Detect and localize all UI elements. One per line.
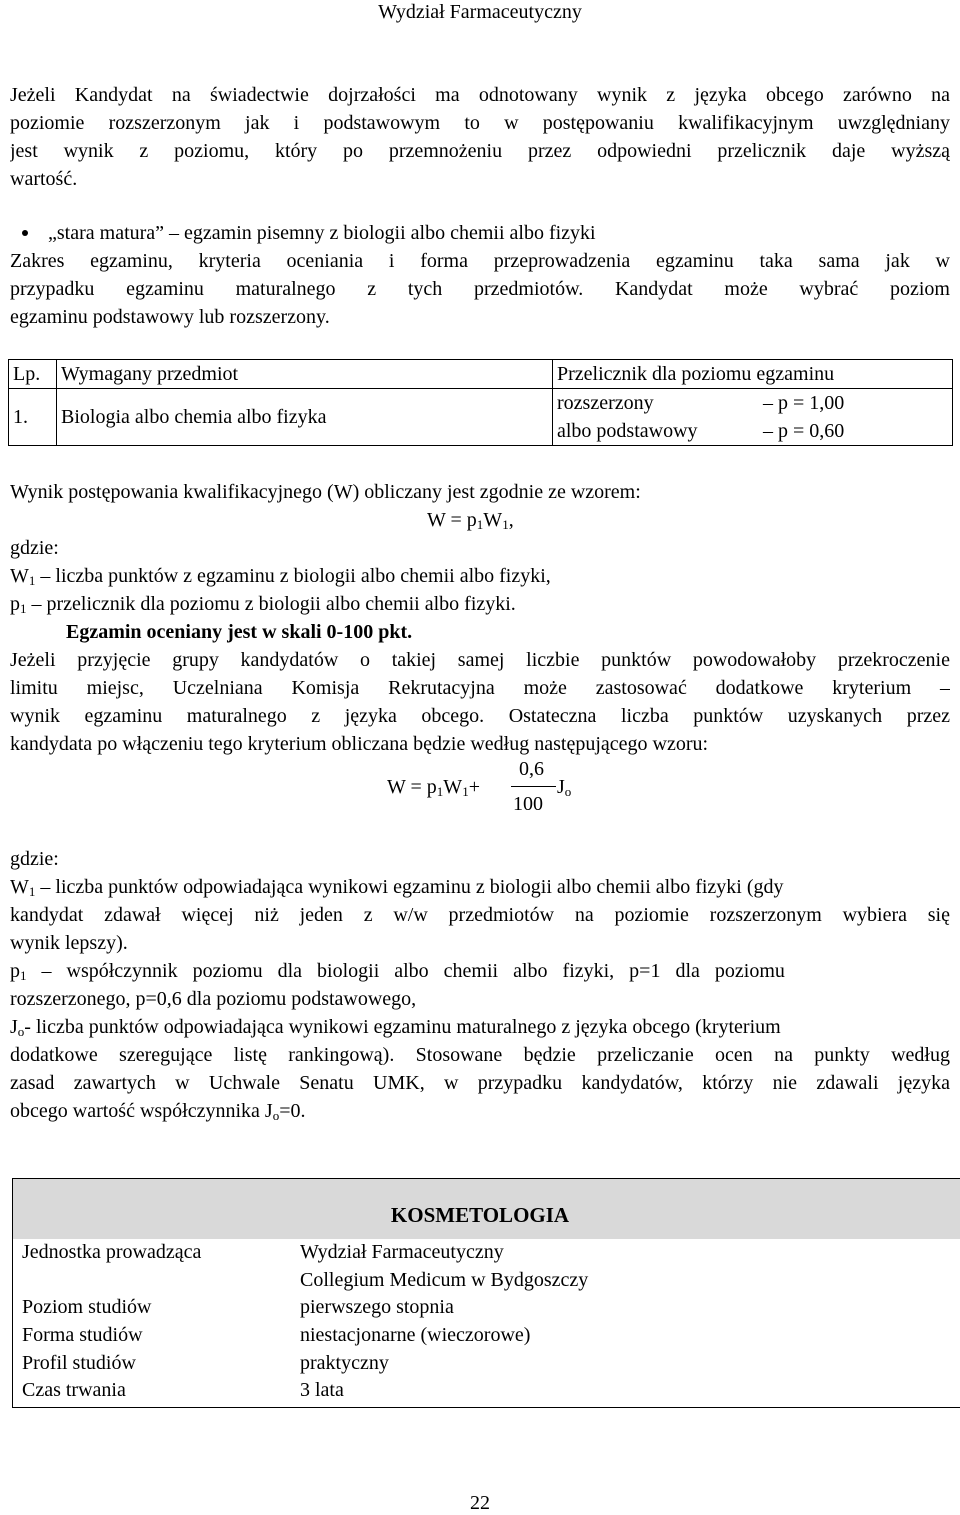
definition-line: rozszerzonego, p=0,6 dla poziomu podstawowego,	[10, 988, 417, 1010]
definition-line: zasad zawartych w Uchwale Senatu UMK, w przypadku kandydatów, którzy nie zdawali języka	[10, 1072, 950, 1094]
definition-line	[10, 1013, 950, 1041]
bullet-icon	[22, 230, 28, 236]
info-value: praktyczny	[300, 1352, 389, 1374]
definition-text: – współczynnik poziomu dla biologii albo chemii albo fizyki, p=1 dla poziomu	[26, 960, 785, 982]
info-label: Forma studiów	[22, 1324, 143, 1346]
requirements-table	[8, 359, 953, 446]
formula-sub: 1	[436, 784, 444, 799]
page-header: Wydział Farmaceutyczny	[378, 1, 582, 23]
intro-line: poziomie rozszerzonym jak i podstawowym to w postępowaniu kwalifikacyjnym uwzględniany	[10, 112, 950, 134]
formula-intro: Wynik postępowania kwalifikacyjnego (W) obliczany jest zgodnie ze wzorem:	[10, 481, 641, 503]
formula2-j	[557, 773, 571, 806]
row-levels	[553, 389, 953, 446]
info-value: Collegium Medicum w Bydgoszczy	[300, 1269, 589, 1291]
header-subject: Wymagany przedmiot	[57, 360, 553, 389]
info-value: Wydział Farmaceutyczny	[300, 1241, 504, 1263]
level-basic	[557, 417, 948, 445]
gdzie-label-2: gdzie:	[10, 848, 59, 870]
definition-text: – liczba punktów z egzaminu z biologii albo chemii albo fizyki,	[35, 565, 551, 587]
limit-paragraph	[10, 646, 950, 758]
header-multiplier: Przelicznik dla poziomu egzaminu	[553, 360, 953, 389]
formula-part: W	[443, 776, 463, 798]
w1-definition-block	[10, 873, 950, 957]
definition-text: - liczba punktów odpowiadająca wynikowi egzaminu maturalnego z języka obcego (kryterium	[24, 1016, 781, 1038]
level-name: albo podstawowy	[557, 420, 698, 442]
stara-matura-description	[10, 247, 950, 331]
stara-matura-title: „stara matura” – egzamin pisemny z biologii albo chemii albo fizyki	[48, 222, 596, 244]
definition-line: wynik lepszy).	[10, 932, 128, 954]
definition-line: kandydat zdawał więcej niż jeden z w/w przedmiotów na poziomie rozszerzonym wybiera się	[10, 904, 950, 926]
table-row	[9, 389, 953, 446]
info-label: Poziom studiów	[22, 1296, 152, 1318]
limit-line: wynik egzaminu maturalnego z języka obcego. Ostateczna liczba punktów uzyskanych przez	[10, 705, 950, 727]
info-value: pierwszego stopnia	[300, 1296, 454, 1318]
stara-matura-line: przypadku egzaminu maturalnego z tych przedmiotów. Kandydat może wybrać poziom	[10, 278, 950, 300]
formula2-lhs	[387, 773, 480, 806]
limit-line: Jeżeli przyjęcie grupy kandydatów o takiej samej liczbie punktów powodowałoby przekroczenie	[10, 649, 950, 671]
formula-part: J	[557, 776, 565, 798]
symbol-sub: 1	[20, 968, 27, 983]
symbol: J	[10, 1016, 18, 1038]
level-extended	[557, 389, 948, 417]
table-header-row	[9, 360, 953, 389]
level-value: – p = 0,60	[763, 420, 845, 442]
info-value: 3 lata	[300, 1379, 344, 1401]
limit-line: limitu miejsc, Uczelniana Komisja Rekrutacyjna może zastosować dodatkowe kryterium –	[10, 677, 950, 699]
p1-definition-block	[10, 957, 950, 1013]
intro-line: wartość.	[10, 168, 78, 190]
symbol: W	[10, 876, 29, 898]
formula-part: W	[483, 509, 503, 531]
intro-line: jest wynik z poziomu, który po przemnożeniu przez odpowiedni przelicznik daje wyższą	[10, 140, 950, 162]
scale-note: Egzamin oceniany jest w skali 0-100 pkt.	[66, 621, 413, 643]
intro-line: Jeżeli Kandydat na świadectwie dojrzałości ma odnotowany wynik z języka obcego zarówno na	[10, 84, 950, 106]
jo-definition-block	[10, 1013, 950, 1125]
symbol-sub: o	[272, 1108, 280, 1123]
limit-line: kandydata po włączeniu tego kryterium obliczana będzie według następującego wzoru:	[10, 733, 709, 755]
intro-paragraph	[10, 81, 950, 193]
symbol-sub: 1	[28, 884, 36, 899]
kosmetologia-title: KOSMETOLOGIA	[390, 1203, 570, 1227]
definition-text: =0.	[279, 1100, 306, 1122]
formula-part: W = p	[427, 509, 477, 531]
definition-line	[10, 1097, 950, 1125]
formula-part: +	[468, 776, 480, 798]
formula-part: ,	[508, 509, 514, 531]
info-label: Jednostka prowadząca	[22, 1241, 202, 1263]
fraction-numerator: 0,6	[519, 758, 544, 780]
header-lp: Lp.	[9, 360, 57, 389]
definition-text: – przelicznik dla poziomu z biologii albo chemii albo fizyki.	[26, 593, 516, 615]
fraction-denominator: 100	[513, 793, 543, 815]
row-lp: 1.	[9, 389, 57, 446]
info-value: niestacjonarne (wieczorowe)	[300, 1324, 531, 1346]
symbol-sub: o	[17, 1024, 25, 1039]
level-value: – p = 1,00	[763, 392, 845, 414]
definition-line: dodatkowe szeregujące listę rankingową). Stosowane będzie przeliczanie ocen na punkty według	[10, 1044, 950, 1066]
definition-line	[10, 873, 950, 901]
formula-sub: o	[564, 784, 572, 799]
symbol: W	[10, 565, 29, 587]
stara-matura-line: Zakres egzaminu, kryteria oceniania i forma przeprowadzenia egzaminu taka sama jak w	[10, 250, 950, 272]
formula-sub: 1	[476, 517, 484, 532]
level-name: rozszerzony	[557, 392, 654, 414]
symbol-sub: 1	[20, 601, 27, 616]
formula-sub: 1	[462, 784, 469, 799]
definition-text: – liczba punktów odpowiadająca wynikowi egzaminu z biologii albo chemii albo fizyki (gdy	[35, 876, 784, 898]
symbol-sub: 1	[28, 573, 36, 588]
symbol: p	[10, 593, 20, 615]
info-label: Czas trwania	[22, 1379, 126, 1401]
gdzie-label: gdzie:	[10, 537, 59, 559]
symbol: p	[10, 960, 20, 982]
definition-text: obcego wartość współczynnika J	[10, 1100, 273, 1122]
formula-sub: 1	[502, 517, 509, 532]
stara-matura-line: egzaminu podstawowy lub rozszerzony.	[10, 306, 330, 328]
page-number: 22	[470, 1492, 490, 1514]
fraction-bar	[511, 786, 556, 787]
info-label: Profil studiów	[22, 1352, 136, 1374]
definition-line	[10, 957, 950, 985]
formula-w	[427, 506, 514, 539]
row-subject: Biologia albo chemia albo fizyka	[57, 389, 553, 446]
formula-part: W = p	[387, 776, 437, 798]
